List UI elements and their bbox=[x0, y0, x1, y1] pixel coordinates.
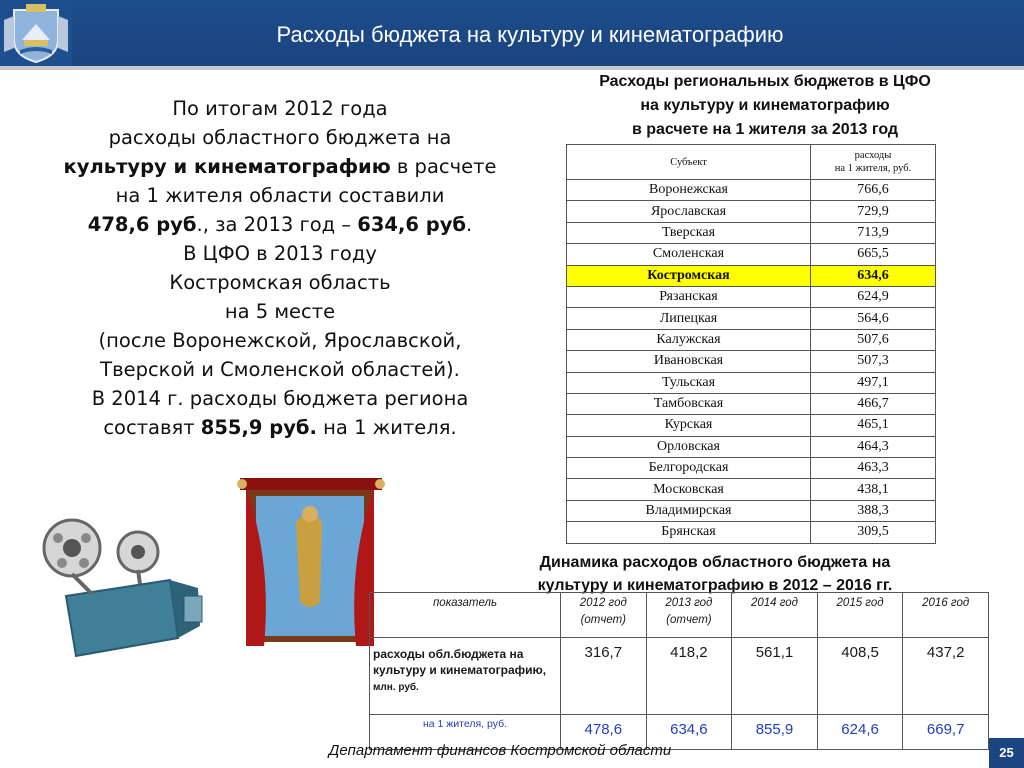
dynamics-table bbox=[369, 592, 989, 750]
region-value: 497,1 bbox=[811, 372, 936, 393]
summary-line-pre: составят bbox=[103, 416, 201, 439]
summary-line: на 5 месте bbox=[224, 300, 336, 323]
value-2012: 478,6 руб bbox=[87, 213, 197, 236]
summary-line: на 1 жителя области составили bbox=[115, 184, 445, 207]
region-value: 729,9 bbox=[811, 201, 936, 222]
total-value-cell: 418,2 bbox=[646, 638, 732, 715]
heading-line: Динамика расходов областного бюджета на bbox=[539, 554, 891, 571]
region-name: Брянская bbox=[567, 522, 811, 543]
region-value: 388,3 bbox=[811, 500, 936, 521]
column-header-year bbox=[732, 593, 818, 638]
year-label: 2014 год bbox=[750, 597, 799, 609]
region-value: 634,6 bbox=[811, 265, 936, 286]
summary-line: (после Воронежской, Ярославской, bbox=[98, 329, 462, 352]
column-header-year bbox=[561, 593, 647, 638]
heading-line: на культуру и кинематографию bbox=[640, 97, 890, 114]
column-header-year bbox=[903, 593, 989, 638]
summary-emphasis: культуру и кинематографию bbox=[63, 155, 391, 178]
summary-line-post: на 1 жителя. bbox=[316, 416, 457, 439]
summary-line: Тверской и Смоленской областей). bbox=[100, 358, 460, 381]
table-row bbox=[567, 244, 936, 265]
header-line: расходы bbox=[854, 150, 892, 161]
summary-line bbox=[60, 413, 500, 442]
table-row bbox=[567, 415, 936, 436]
summary-line: По итогам 2012 года bbox=[172, 97, 388, 120]
table-row bbox=[567, 436, 936, 457]
table-row bbox=[567, 180, 936, 201]
film-projector-icon bbox=[30, 508, 210, 668]
table-row bbox=[567, 308, 936, 329]
region-value: 624,9 bbox=[811, 286, 936, 307]
heading-line: Расходы региональных бюджетов в ЦФО bbox=[599, 73, 931, 90]
region-name: Тульская bbox=[567, 372, 811, 393]
table-row bbox=[567, 329, 936, 350]
summary-line bbox=[60, 210, 500, 239]
region-value: 507,6 bbox=[811, 329, 936, 350]
region-name: Тверская bbox=[567, 222, 811, 243]
region-name: Воронежская bbox=[567, 180, 811, 201]
region-name: Липецкая bbox=[567, 308, 811, 329]
summary-line: В ЦФО в 2013 году bbox=[183, 242, 377, 265]
page-number: 25 bbox=[989, 738, 1024, 768]
year-label: 2012 год bbox=[579, 597, 627, 609]
region-value: 665,5 bbox=[811, 244, 936, 265]
per-capita-value-cell: 855,9 bbox=[732, 715, 818, 750]
region-name: Ивановская bbox=[567, 351, 811, 372]
total-value-cell: 437,2 bbox=[903, 638, 989, 715]
total-value-cell: 408,5 bbox=[817, 638, 903, 715]
region-name: Тамбовская bbox=[567, 393, 811, 414]
summary-line bbox=[60, 152, 500, 181]
table-row bbox=[567, 372, 936, 393]
summary-text bbox=[60, 94, 500, 442]
table-row bbox=[567, 265, 936, 286]
year-note: (отчет) bbox=[580, 614, 627, 626]
regions-table bbox=[566, 144, 936, 544]
region-name: Владимирская bbox=[567, 500, 811, 521]
year-label: 2015 год bbox=[836, 597, 884, 609]
per-capita-value-cell: 634,6 bbox=[646, 715, 732, 750]
column-header-indicator: показатель bbox=[370, 593, 561, 638]
region-value: 465,1 bbox=[811, 415, 936, 436]
column-header-year bbox=[646, 593, 732, 638]
header-line: на 1 жителя, руб. bbox=[834, 163, 912, 174]
region-value: 464,3 bbox=[811, 436, 936, 457]
table-row bbox=[567, 458, 936, 479]
column-header-expense bbox=[811, 145, 936, 180]
heading-line: культуру и кинематографию в 2012 – 2016 гг. bbox=[537, 577, 893, 594]
dynamics-table-heading bbox=[480, 551, 950, 597]
summary-line: Костромская область bbox=[169, 271, 391, 294]
region-name: Московская bbox=[567, 479, 811, 500]
region-name: Курская bbox=[567, 415, 811, 436]
table-row bbox=[567, 393, 936, 414]
regions-table-heading bbox=[540, 70, 990, 142]
value-2013: 634,6 руб bbox=[357, 213, 467, 236]
region-name: Ярославская bbox=[567, 201, 811, 222]
row-label-per-capita: на 1 жителя, руб. bbox=[370, 715, 561, 750]
row-label-unit: млн. руб. bbox=[373, 682, 419, 693]
column-header-year bbox=[817, 593, 903, 638]
region-value: 438,1 bbox=[811, 479, 936, 500]
total-value-cell: 316,7 bbox=[561, 638, 647, 715]
year-label: 2013 год bbox=[665, 597, 713, 609]
table-row bbox=[567, 201, 936, 222]
region-value: 309,5 bbox=[811, 522, 936, 543]
table-row bbox=[567, 286, 936, 307]
cinema-screen-with-curtains-icon bbox=[236, 462, 386, 662]
table-row bbox=[567, 222, 936, 243]
region-name: Калужская bbox=[567, 329, 811, 350]
table-row bbox=[567, 479, 936, 500]
region-value: 463,3 bbox=[811, 458, 936, 479]
region-value: 766,6 bbox=[811, 180, 936, 201]
kostroma-coat-of-arms-icon bbox=[0, 0, 72, 66]
page-title: Расходы бюджета на культуру и кинематографию bbox=[276, 22, 784, 47]
summary-line-end: . bbox=[466, 213, 473, 236]
region-value: 507,3 bbox=[811, 351, 936, 372]
region-value: 713,9 bbox=[811, 222, 936, 243]
year-note: (отчет) bbox=[666, 614, 712, 626]
table-row bbox=[567, 351, 936, 372]
region-name: Костромская bbox=[567, 265, 811, 286]
region-value: 564,6 bbox=[811, 308, 936, 329]
value-2014: 855,9 руб. bbox=[200, 416, 317, 439]
per-capita-value-cell: 669,7 bbox=[903, 715, 989, 750]
column-header-subject: Субъект bbox=[567, 145, 811, 180]
summary-line: В 2014 г. расходы бюджета региона bbox=[91, 387, 469, 410]
region-name: Смоленская bbox=[567, 244, 811, 265]
per-capita-value-cell: 478,6 bbox=[561, 715, 647, 750]
region-name: Орловская bbox=[567, 436, 811, 457]
footer-department: Департамент финансов Костромской области bbox=[328, 742, 672, 759]
region-name: Рязанская bbox=[567, 286, 811, 307]
summary-line-mid: ., за 2013 год – bbox=[196, 213, 358, 236]
year-label: 2016 год bbox=[922, 597, 970, 609]
table-row bbox=[567, 500, 936, 521]
table-row bbox=[567, 522, 936, 543]
row-label-total bbox=[370, 638, 561, 715]
summary-line-rest: в расчете bbox=[390, 155, 497, 178]
row-label-text: расходы обл.бюджета на культуру и кинематографию, bbox=[373, 647, 547, 677]
region-name: Белгородская bbox=[567, 458, 811, 479]
heading-line: в расчете на 1 жителя за 2013 год bbox=[631, 121, 899, 138]
summary-line: расходы областного бюджета на bbox=[108, 126, 452, 149]
total-value-cell: 561,1 bbox=[732, 638, 818, 715]
region-value: 466,7 bbox=[811, 393, 936, 414]
per-capita-value-cell: 624,6 bbox=[817, 715, 903, 750]
